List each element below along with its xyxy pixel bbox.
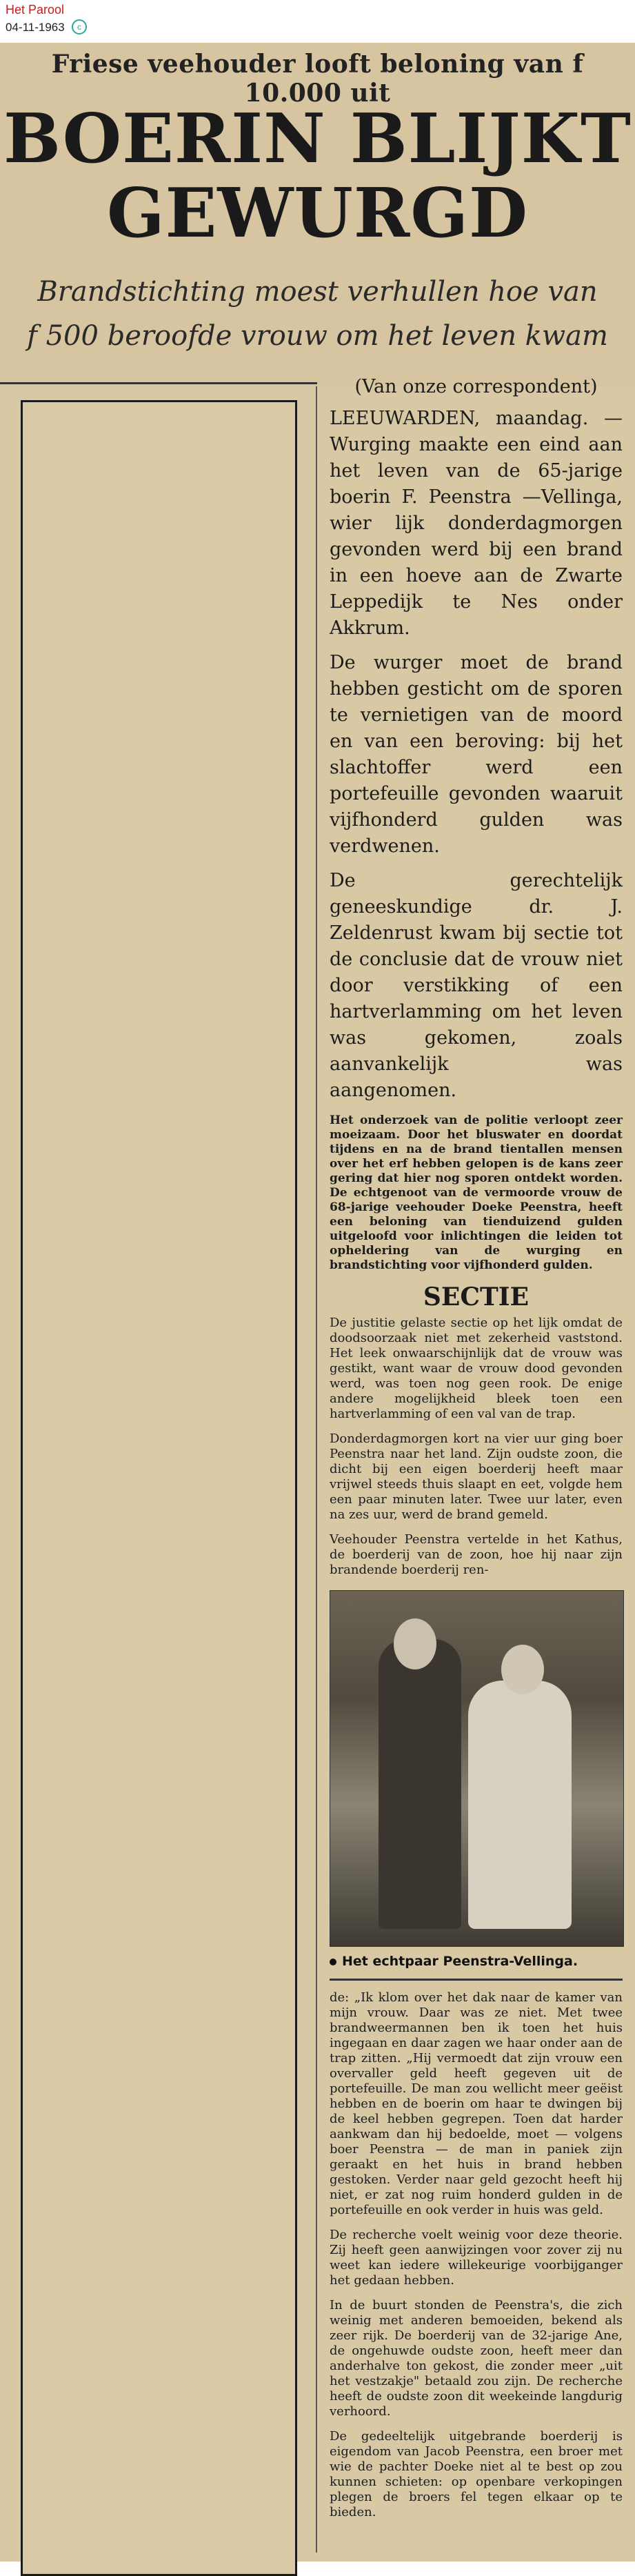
man-figure bbox=[379, 1639, 461, 1929]
body-paragraph: De recherche voelt weinig voor deze theorie. Zij heeft geen aanwijzingen voor zover zij nu weet kan iedere willekeurige voorbijganger het gedaan hebben. bbox=[330, 2228, 623, 2288]
body-paragraph: De gedeeltelijk uitgebrande boerderij is eigendom van Jacob Peenstra, een broer met wie de pachter Doeke niet al te best op zou kunnen schieten: op openbare verkopingen plegen de broers fel tegen elkaar op te bieden. bbox=[330, 2429, 623, 2519]
body-paragraph: de: „Ik klom over het dak naar de kamer van mijn vrouw. Daar was ze niet. Met twee brandweermannen ben ik toen het huis ingegaan en daar zagen we haar onder aan de trap zitten. „Hij vermoedt dat zijn vrouw een overvaller geld heeft gegeven uit de portefeuille. De man zou wellicht meer geëist hebben en de boerin om haar te dwingen bij de keel hebben gegrepen. Toen dat harder aankwam dan hij bedoelde, moet — volgens boer Peenstra — de man in paniek zijn geraakt en het huis in brand hebben gestoken. Verder naar geld gezocht heeft hij niet, er zat nog ruim honderd gulden in de portefeuille en ook verder in huis was geld. bbox=[330, 1990, 623, 2217]
photo-caption bbox=[330, 1954, 623, 1969]
intro-paragraph: De wurger moet de brand hebben gesticht om de sporen te vernietigen van de moord en van een beroving: bij het slachtoffer werd een portefeuille gevonden waaruit vijfhonderd gulden was verdwenen. bbox=[330, 652, 623, 857]
empty-image-frame bbox=[21, 400, 297, 2576]
copyright-icon[interactable]: c bbox=[72, 19, 87, 34]
intro-paragraph: De gerechtelijk geneeskundige dr. J. Zeldenrust kwam bij sectie tot de conclusie dat de vrouw niet door verstikking of een hartverlamming om het leven was gekomen, zoals aanvankelijk was aangenomen. bbox=[330, 870, 623, 1101]
intro-paragraph: LEEUWARDEN, maandag. — Wurging maakte een eind aan het leven van de 65-jarige boerin F. Peenstra —Vellinga, wier lijk donderdagmorgen gevonden werd bij een brand in een hoeve aan de Zwarte Leppedijk te Nes onder Akkrum. bbox=[330, 408, 623, 639]
subheadline-line-2: f 500 beroofde vrouw om het leven kwam bbox=[27, 320, 608, 352]
source-header bbox=[0, 0, 635, 41]
headline-divider bbox=[0, 382, 317, 384]
column-divider bbox=[316, 386, 317, 2553]
couple-photo bbox=[330, 1590, 624, 1947]
headline-block bbox=[0, 43, 635, 386]
headline-line-1: BOERIN BLIJKT bbox=[3, 99, 632, 179]
newspaper-clipping bbox=[0, 43, 635, 2562]
caption-divider bbox=[330, 1979, 623, 1981]
woman-figure bbox=[468, 1681, 572, 1929]
headline-line-2: GEWURGD bbox=[106, 174, 529, 253]
section-paragraph: Veehouder Peenstra vertelde in het Kathus, de boerderij van de zoon, hoe hij naar zijn brandende boerderij ren- bbox=[330, 1532, 623, 1577]
publication-date: 04-11-1963 bbox=[6, 21, 65, 34]
kicker-line: Friese veehouder looft beloning van f 10.000 uit bbox=[51, 50, 584, 108]
woman-head bbox=[501, 1645, 544, 1694]
section-paragraph: Donderdagmorgen kort na vier uur ging boer Peenstra naar het land. Zijn oudste zoon, die dicht bij een eigen boerderij heeft maar vrijwel steeds thuis slaapt en eet, volgde hem een paar minuten later. Twee uur later, even na zes uur, werd de brand gemeld. bbox=[330, 1431, 623, 1522]
section-paragraph: De justitie gelaste sectie op het lijk omdat de doodsoorzaak niet met zekerheid vaststond. Het leek onwaarschijnlijk dat de vrouw was gestikt, want waar de vrouw dood gevonden werd, was toen nog geen rook. De enige andere mogelijkheid bleek toen een hartverlamming of een val van de trap. bbox=[330, 1316, 623, 1421]
subheadline-line-1: Brandstichting moest verhullen hoe van bbox=[37, 276, 598, 308]
newspaper-name[interactable]: Het Parool bbox=[6, 3, 65, 17]
bullet-icon bbox=[330, 1959, 336, 1965]
article-column bbox=[330, 374, 623, 2530]
correspondent-byline: (Van onze correspondent) bbox=[354, 376, 598, 397]
bold-paragraph: Het onderzoek van de politie verloopt zeer moeizaam. Door het bluswater en doordat tijdens en na de brand tientallen mensen over het erf hebben gelopen is de kans zeer gering dat hier nog sporen ontdekt worden. De echtgenoot van de vermoorde vrouw de 68-jarige veehouder Doeke Peenstra, heeft een beloning van tienduizend gulden uitgeloofd voor inlichtingen die leiden tot opheldering van de wurging en brandstichting voor vijfhonderd gulden. bbox=[330, 1113, 623, 1272]
photo-caption-text: Het echtpaar Peenstra-Vellinga. bbox=[342, 1954, 578, 1969]
section-heading: SECTIE bbox=[423, 1282, 530, 1311]
man-head bbox=[394, 1618, 436, 1670]
body-paragraph: In de buurt stonden de Peenstra's, die zich weinig met anderen bemoeiden, bekend als zeer rijk. De boerderij van de 32-jarige Ane, de ongehuwde oudste zoon, heeft meer dan anderhalve ton gekost, die zonder meer „uit het vestzakje" betaald zou zijn. De recherche heeft de oudste zoon dit weekeinde langdurig verhoord. bbox=[330, 2298, 623, 2419]
